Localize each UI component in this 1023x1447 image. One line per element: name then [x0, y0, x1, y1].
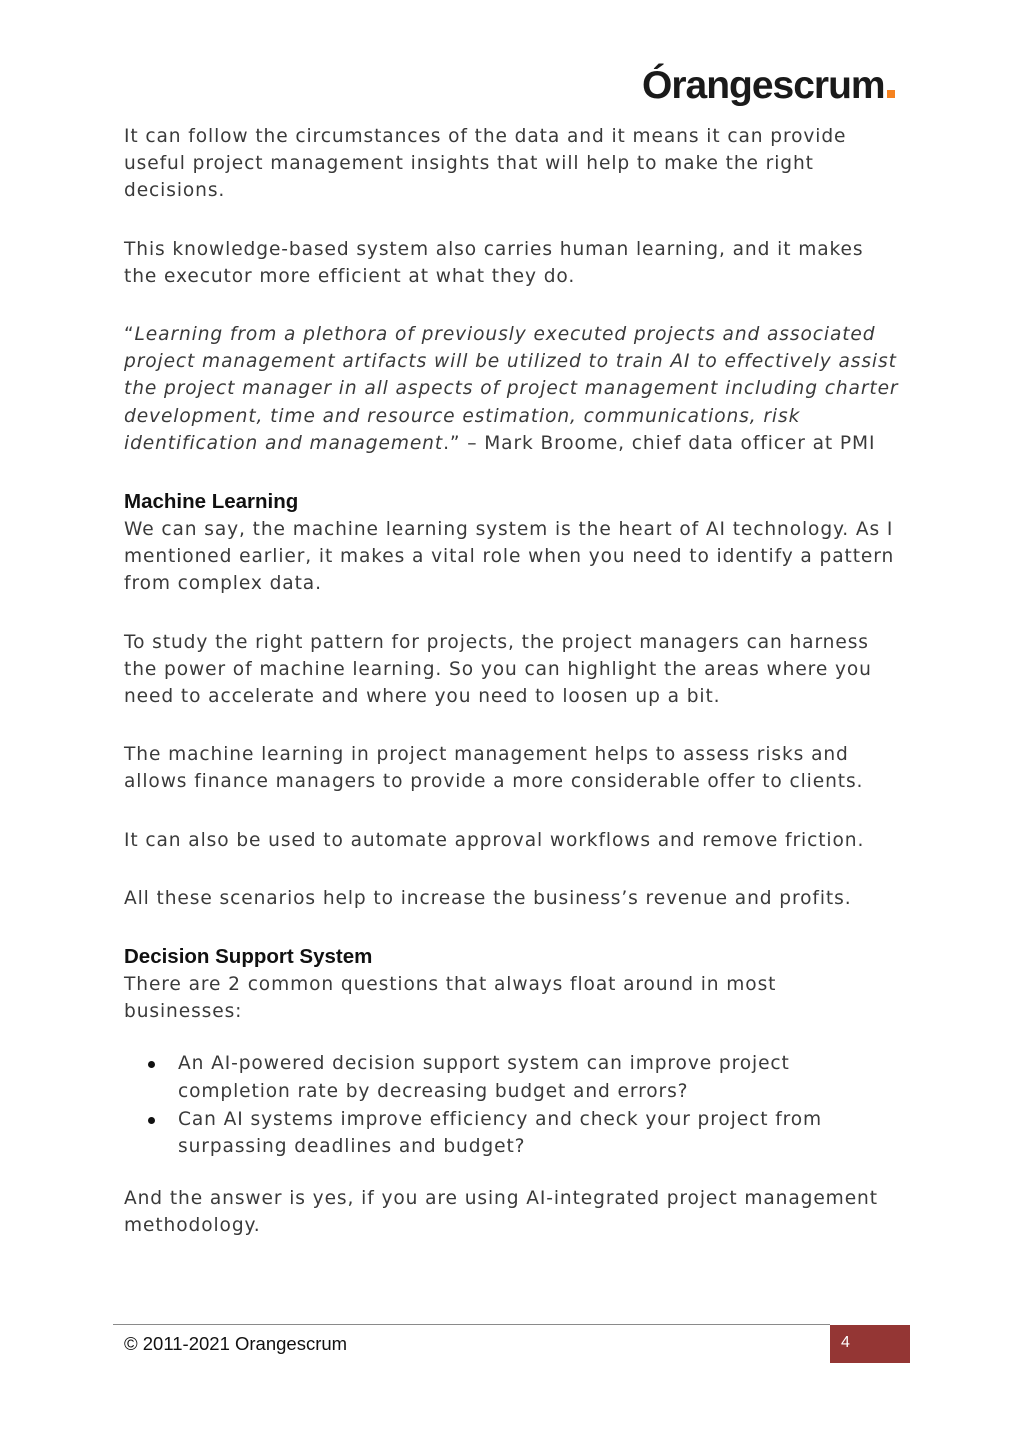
paragraph: We can say, the machine learning system is the heart of AI technology. As I mentioned earlier, it makes a vital role when you need to identify a pattern from complex data. — [124, 519, 895, 595]
orangescrum-logo — [642, 58, 902, 114]
paragraph: There are 2 common questions that always float around in most businesses: — [124, 974, 777, 1023]
quote-paragraph — [124, 321, 899, 457]
bullet-list — [124, 1050, 899, 1160]
quote-attribution: .” – Mark Broome, chief data officer at PMI — [443, 432, 876, 454]
quote-text: Learning from a plethora of previously executed projects and associated project management artifacts will be utilized to train AI to effectively assist the project manager in all aspects of project management including charter development, time and resource estimation, communications, risk identification and management — [124, 324, 899, 454]
section-heading-decision-support: Decision Support System — [124, 945, 373, 969]
paragraph: And the answer is yes, if you are using AI-integrated project management methodology. — [124, 1188, 878, 1237]
paragraph: The machine learning in project management helps to assess risks and allows finance managers to provide a more considerable offer to clients. — [124, 744, 864, 793]
list-item: Can AI systems improve efficiency and check your project from surpassing deadlines and budget? — [178, 1106, 899, 1160]
paragraph: All these scenarios help to increase the business’s revenue and profits. — [124, 887, 852, 909]
page-content — [124, 123, 899, 1271]
list-item: An AI-powered decision support system can improve project completion rate by decreasing budget and errors? — [178, 1050, 899, 1104]
footer-divider — [113, 1324, 830, 1325]
quote-open: “ — [124, 324, 135, 346]
page-number: 4 — [841, 1334, 850, 1351]
logo-text: Órangescrum — [642, 64, 885, 107]
paragraph: To study the right pattern for projects, the project managers can harness the power of machine learning. So you can highlight the areas where you need to accelerate and where you need to loosen up a bit. — [124, 631, 872, 708]
section-heading-machine-learning: Machine Learning — [124, 490, 299, 514]
logo-dot-icon — [887, 90, 895, 98]
footer-copyright: © 2011-2021 Orangescrum — [124, 1333, 348, 1354]
paragraph: It can also be used to automate approval workflows and remove friction. — [124, 829, 865, 851]
paragraph: It can follow the circumstances of the data and it means it can provide useful project management insights that will help to make the right decisions. — [124, 126, 847, 202]
page-number-box — [830, 1325, 910, 1363]
paragraph: This knowledge-based system also carries human learning, and it makes the executor more efficient at what they do. — [124, 238, 864, 287]
